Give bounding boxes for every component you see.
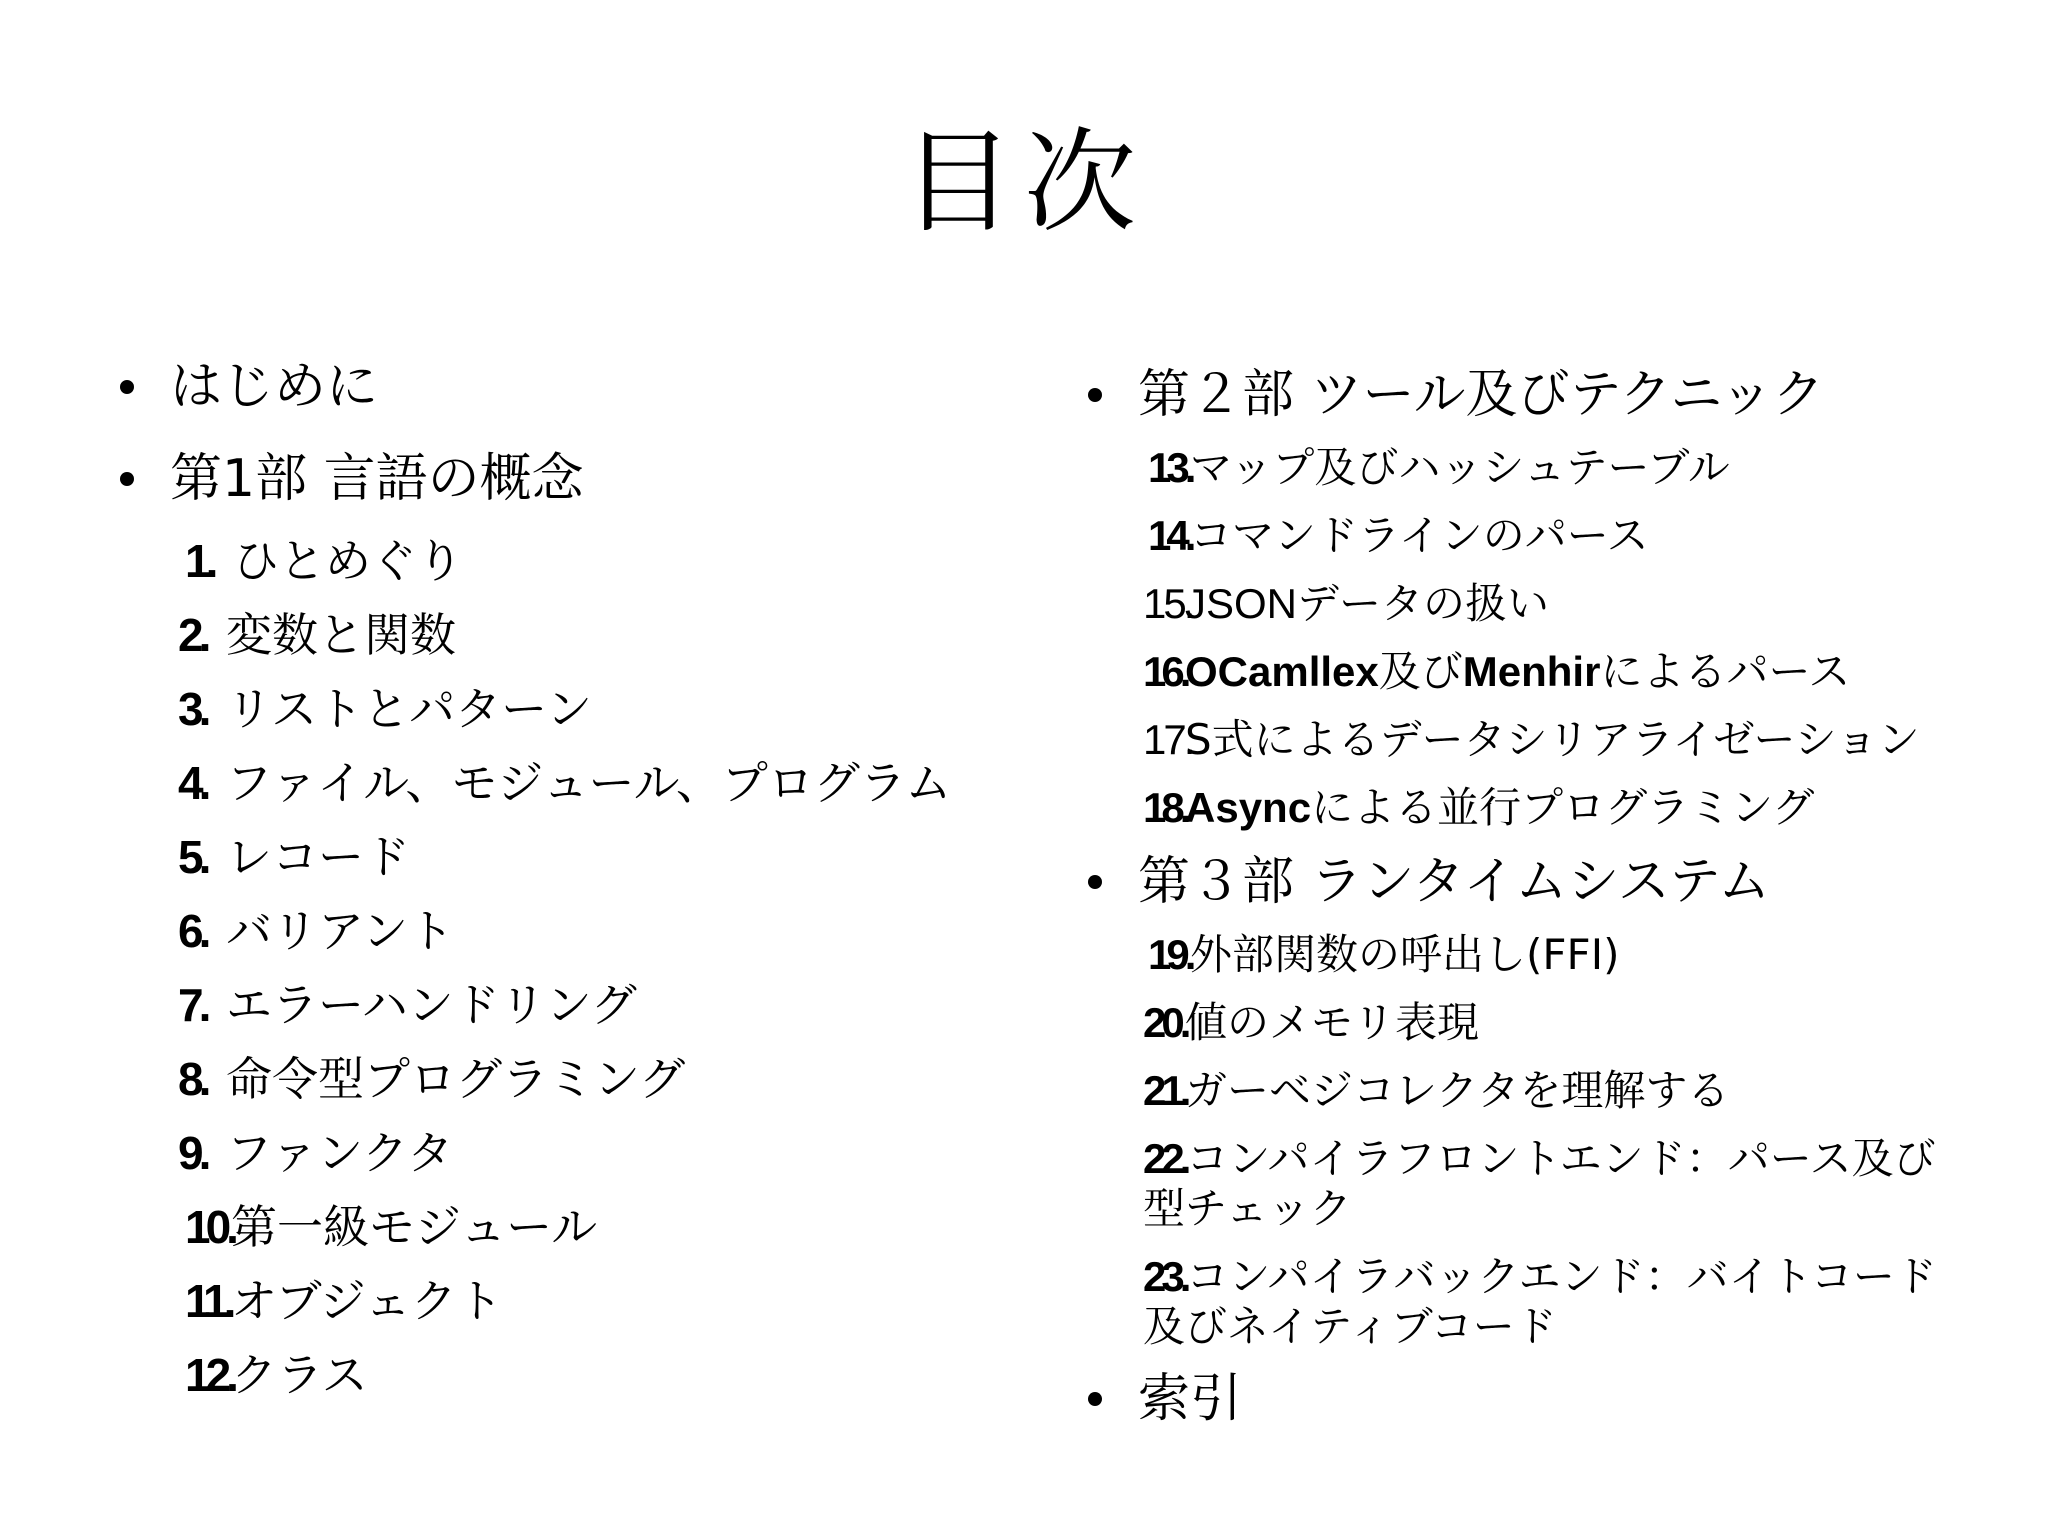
toc-chapter-2[interactable] [178,607,456,663]
chapter-number: 13. [1148,444,1192,491]
toc-part-3[interactable] [1088,851,1770,913]
toc-chapter-7[interactable] [178,977,637,1033]
chapter-number: 8. [178,1053,207,1105]
toc-part-1-label: 第1部 言語の概念 [170,449,584,509]
toc-part-2-label: 第２部 ツール及びテクニック [1138,365,1825,425]
chapter-number: 23. [1143,1253,1187,1300]
chapter-number: 9. [178,1127,207,1179]
toc-chapter-22[interactable] [1143,1134,1973,1234]
chapter-label-rest: によるパース [1600,647,1851,696]
chapter-number: 19. [1148,931,1192,978]
chapter-number: 3. [178,683,207,735]
toc-chapter-16[interactable] [1143,647,1850,697]
chapter-label: ファイル、モジュール、プログラム [226,756,952,810]
chapter-label-async: Async [1185,784,1312,831]
chapter-label: S式によるデータシリアライゼーション [1185,715,1920,764]
toc-chapter-12[interactable] [185,1347,368,1403]
toc-chapter-17[interactable] [1143,715,1920,765]
chapter-number: 6. [178,905,207,957]
chapter-label-ocamllex: OCamllex [1185,648,1379,695]
chapter-label-and: 及び [1378,647,1463,696]
chapter-label: ガーベジコレクタを理解する [1185,1066,1730,1115]
chapter-number: 1. [185,535,214,587]
toc-chapter-6[interactable] [178,903,454,959]
chapter-label: クラス [231,1348,368,1402]
chapter-label: リストとパターン [226,682,593,736]
toc-chapter-14[interactable] [1148,511,1649,561]
chapter-label: ファンクタ [226,1126,454,1180]
chapter-number: 2. [178,609,207,661]
chapter-number: 10. [185,1201,234,1253]
toc-part-1[interactable] [120,448,584,510]
chapter-label: 命令型プログラミング [226,1052,686,1106]
chapter-label: コンパイラフロントエンド：パース及び型チェック [1143,1134,1936,1233]
toc-chapter-23[interactable] [1143,1252,1973,1352]
chapter-label: マップ及びハッシュテーブル [1190,443,1730,492]
toc-chapter-5[interactable] [178,829,410,885]
toc-index-label: 索引 [1138,1369,1243,1429]
toc-chapter-4[interactable] [178,755,951,811]
chapter-label: 変数と関数 [226,608,456,662]
chapter-label: オブジェクト [231,1274,503,1328]
bullet-icon [120,380,134,394]
chapter-label: コマンドラインのパース [1190,511,1649,560]
toc-chapter-13[interactable] [1148,443,1730,493]
toc-chapter-15[interactable] [1143,579,1549,629]
chapter-label-rest: による並行プログラミング [1311,783,1815,832]
toc-part-2[interactable] [1088,364,1824,426]
chapter-label: 第一級モジュール [231,1200,598,1254]
toc-chapter-21[interactable] [1143,1066,1729,1116]
chapter-label: エラーハンドリング [226,978,637,1032]
page-title: 目次 [902,118,1146,248]
chapter-label: コンパイラバックエンド：バイトコード及びネイティブコード [1143,1252,1937,1351]
toc-chapter-19[interactable] [1148,930,1619,980]
chapter-number: 18. [1143,784,1187,831]
chapter-number: 15. [1143,580,1193,627]
chapter-number: 17. [1143,716,1193,763]
chapter-number: 22. [1143,1135,1187,1182]
chapter-number: 20. [1143,999,1187,1046]
chapter-number: 7. [178,979,207,1031]
toc-chapter-3[interactable] [178,681,592,737]
chapter-label: バリアント [226,904,455,958]
chapter-number: 21. [1143,1067,1187,1114]
toc-chapter-9[interactable] [178,1125,453,1181]
toc-index[interactable] [1088,1368,1242,1430]
toc-chapter-18[interactable] [1143,783,1814,833]
chapter-number: 14. [1148,512,1192,559]
chapter-number: 4. [178,757,207,809]
bullet-icon [120,472,134,486]
bullet-icon [1088,1392,1102,1406]
toc-chapter-8[interactable] [178,1051,685,1107]
toc-chapter-20[interactable] [1143,998,1479,1048]
toc-chapter-1[interactable] [185,533,463,589]
toc-part-3-label: 第３部 ランタイムシステム [1138,852,1771,912]
chapter-label: JSONデータの扱い [1185,580,1550,627]
chapter-label: 値のメモリ表現 [1185,998,1480,1047]
toc-chapter-11[interactable] [185,1273,503,1329]
toc-chapter-10[interactable] [185,1199,597,1255]
chapter-number: 16. [1143,648,1187,695]
toc-intro[interactable] [120,356,378,418]
bullet-icon [1088,875,1102,889]
chapter-label: レコード [226,830,410,884]
chapter-number: 11. [185,1275,232,1327]
chapter-label: 外部関数の呼出し(FFI) [1190,930,1620,979]
chapter-label: ひとめぐり [233,534,463,588]
chapter-number: 5. [178,831,207,883]
chapter-number: 12. [185,1349,234,1401]
bullet-icon [1088,388,1102,402]
chapter-label-menhir: Menhir [1462,648,1601,695]
toc-intro-label: はじめに [170,357,379,417]
